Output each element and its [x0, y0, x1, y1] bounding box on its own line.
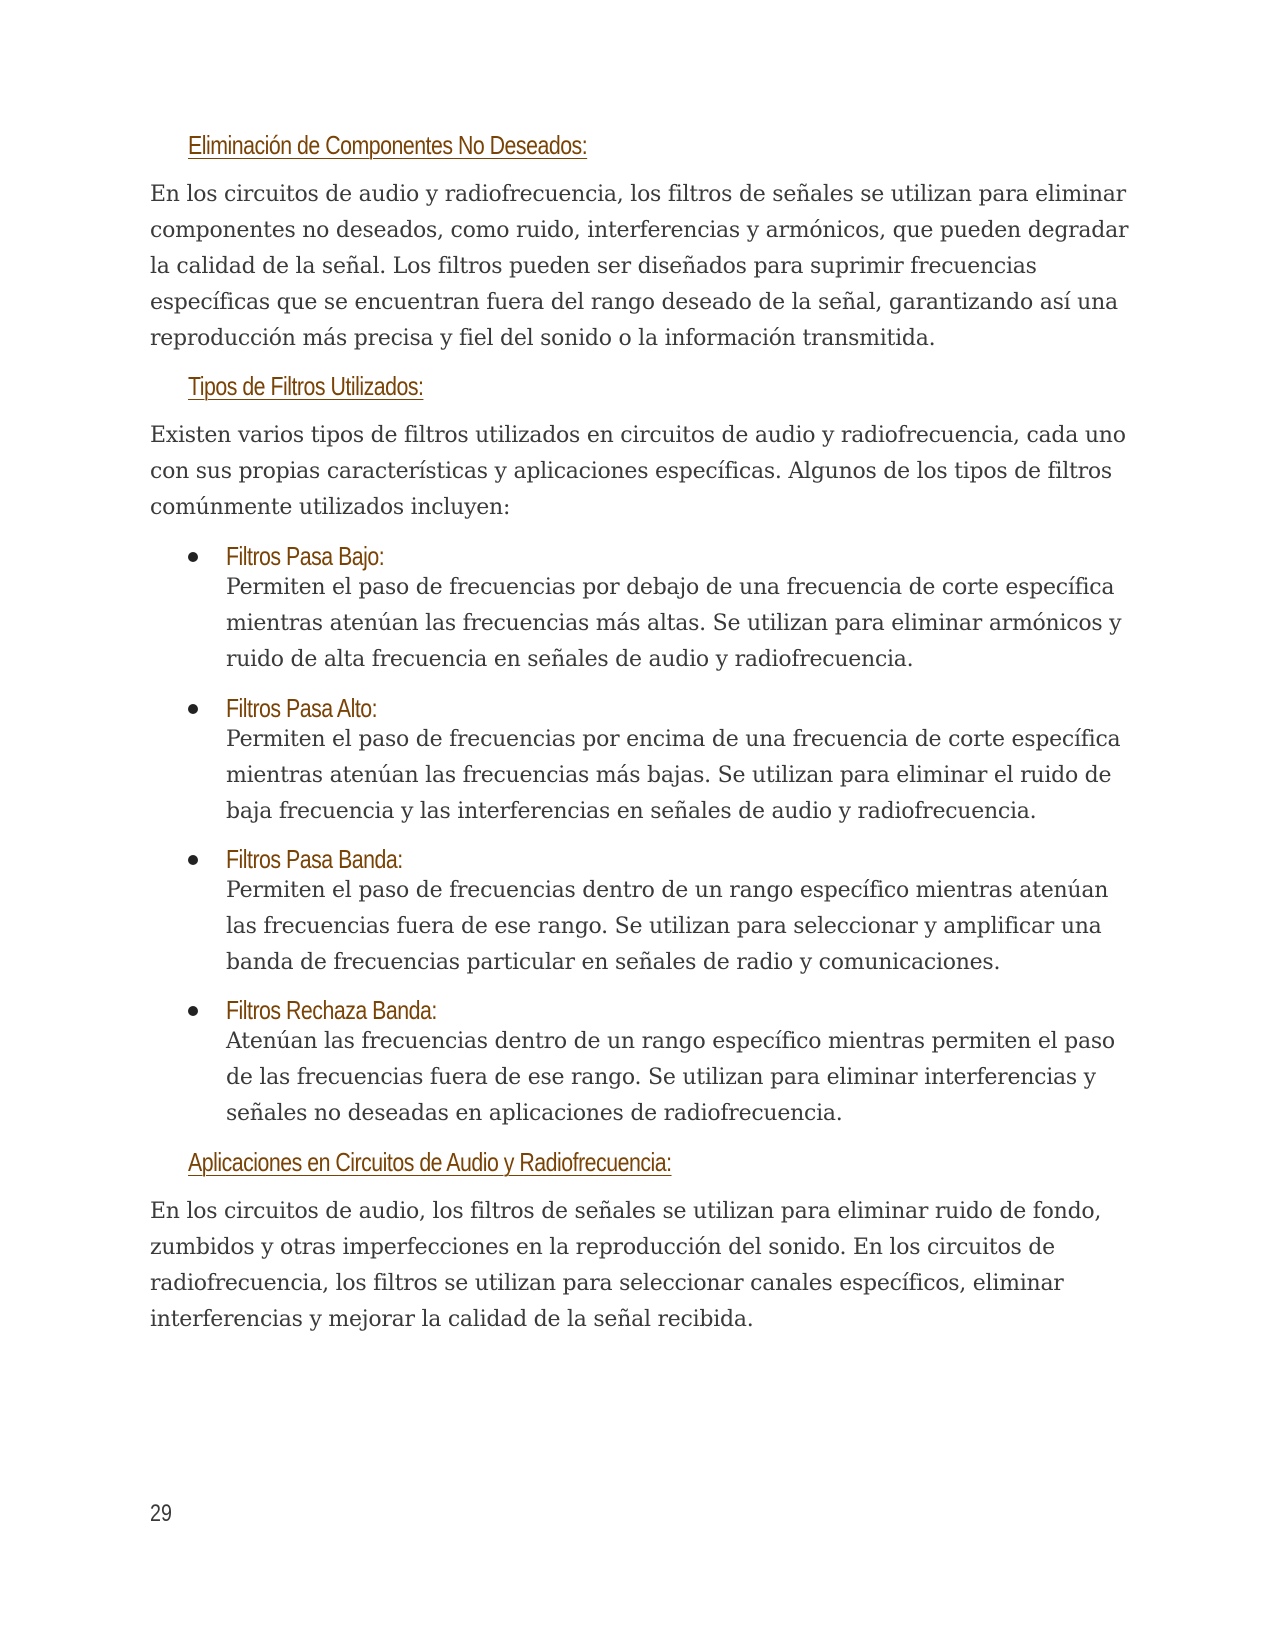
bullet-icon: [188, 704, 198, 714]
bullet-title: Filtros Rechaza Banda:: [226, 995, 437, 1025]
bullet-icon: [188, 552, 198, 562]
section-paragraph-eliminacion: En los circuitos de audio y radiofrecuencia, los filtros de señales se utilizan para eliminar componentes no deseados, como ruido, interferencias y armónicos, que pueden degradar la calidad de la señal. Los filtros pueden ser diseñados para suprimir frecuencias específicas que se encuentran fuera del rango deseado de la señal, garantizando así una reproducción más precisa y fiel del sonido o la información transmitida.: [150, 182, 1129, 351]
section-heading-aplicaciones: Aplicaciones en Circuitos de Audio y Radiofrecuencia:: [188, 1147, 672, 1177]
bullet-title: Filtros Pasa Bajo:: [226, 541, 385, 571]
bullet-description: Permiten el paso de frecuencias por encima de una frecuencia de corte específica mientras atenúan las frecuencias más bajas. Se utilizan para eliminar el ruido de baja frecuencia y las interferencias en señales de audio y radiofrecuencia.: [226, 727, 1121, 824]
bullet-description: Permiten el paso de frecuencias por debajo de una frecuencia de corte específica mientras atenúan las frecuencias más altas. Se utilizan para eliminar armónicos y ruido de alta frecuencia en señales de audio y radiofrecuencia.: [226, 575, 1122, 672]
bullet-description: Permiten el paso de frecuencias dentro de un rango específico mientras atenúan las frecuencias fuera de ese rango. Se utilizan para seleccionar y amplificar una banda de frecuencias particular en señales de radio y comunicaciones.: [226, 878, 1109, 975]
bullet-icon: [188, 1006, 198, 1016]
bullet-title: Filtros Pasa Alto:: [226, 693, 378, 723]
bullet-title: Filtros Pasa Banda:: [226, 844, 403, 874]
section-heading-eliminacion: Eliminación de Componentes No Deseados:: [188, 130, 588, 160]
section-heading-tipos: Tipos de Filtros Utilizados:: [188, 371, 424, 401]
section-paragraph-tipos: Existen varios tipos de filtros utilizados en circuitos de audio y radiofrecuencia, cada uno con sus propias características y aplicaciones específicas. Algunos de los tipos de filtros comúnmente utilizados incluyen:: [150, 423, 1126, 520]
section-paragraph-aplicaciones: En los circuitos de audio, los filtros de señales se utilizan para eliminar ruido de fondo, zumbidos y otras imperfecciones en la reproducción del sonido. En los circuitos de radiofrecuencia, los filtros se utilizan para seleccionar canales específicos, eliminar interferencias y mejorar la calidad de la señal recibida.: [150, 1199, 1102, 1332]
bullet-description: Atenúan las frecuencias dentro de un rango específico mientras permiten el paso de las frecuencias fuera de ese rango. Se utilizan para eliminar interferencias y señales no deseadas en aplicaciones de radiofrecuencia.: [226, 1029, 1115, 1126]
bullet-icon: [188, 855, 198, 865]
page-number: 29: [150, 1500, 172, 1527]
